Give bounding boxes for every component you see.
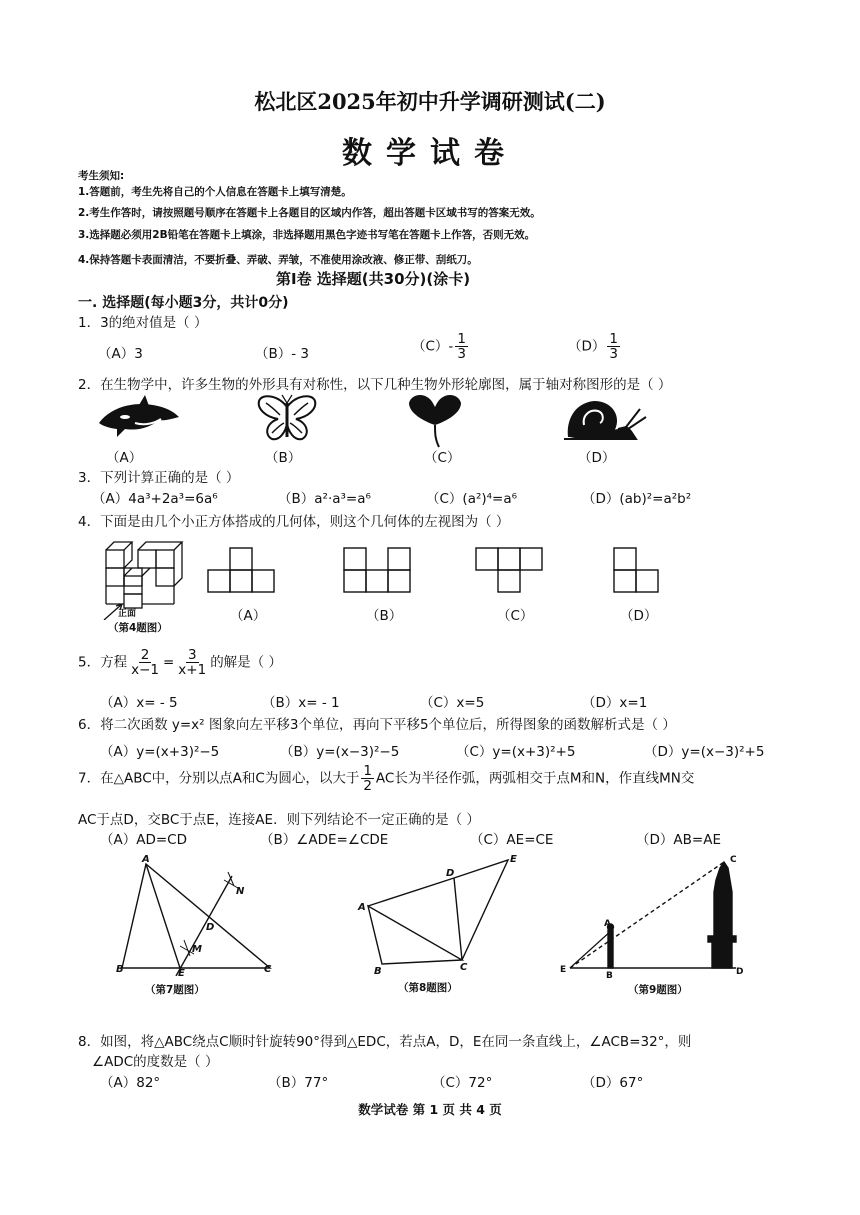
q4-label-b: （B） (366, 608, 403, 624)
view-option-a (206, 546, 278, 594)
notice-heading: 考生须知: (78, 170, 125, 182)
view-option-b (342, 546, 414, 594)
fig7-point-d: D (206, 922, 215, 933)
q8-option-b: （B）77° (268, 1075, 329, 1091)
q8-line-1: 8．如图，将△ABC绕点C顺时针旋转90°得到△EDC，若点A，D，E在同一条直线上，∠ACB=32°，则 (78, 1034, 692, 1050)
front-label: 正面 (118, 609, 137, 619)
q7-line-1: 7．在△ABC中，分别以点A和C为圆心，以大于 $\frac{1}{2}$ AC长为半径作弧，两弧相交于点M和N，作直线MN交 (78, 763, 695, 795)
q4-label-a: （A） (230, 608, 267, 624)
q6-option-d: （D）y=(x−3)²+5 (644, 744, 765, 760)
notice-item-4: 4.保持答题卡表面清洁，不要折叠、弄破、弄皱，不准使用涂改液、修正带、刮纸刀。 (78, 254, 478, 266)
q4-figure-caption: （第4题图） (108, 622, 168, 634)
q7-option-a: （A）AD=CD (100, 832, 187, 848)
q1-option-b: （B）- 3 (255, 346, 310, 362)
exam-title: 松北区2025年初中升学调研测试(二) (254, 89, 606, 114)
page-footer: 数学试卷 第 1 页 共 4 页 (358, 1102, 502, 1117)
fig8-point-d: D (446, 868, 455, 879)
fig8-point-b: B (374, 966, 382, 976)
figure-9 (560, 850, 750, 978)
q6-option-a: （A）y=(x+3)²−5 (100, 744, 220, 760)
q7-option-d: （D）AB=AE (636, 832, 721, 848)
q5-stem: 5．方程 $\frac{2}{x-1}$ = $\frac{3}{x+1}$ 的解是（ ） (78, 647, 282, 679)
fig7-point-c: C (264, 964, 272, 975)
view-option-c (474, 546, 546, 594)
ginkgo-leaf-image (405, 391, 465, 449)
figure-8 (354, 852, 524, 976)
q1-stem: 1．3的绝对值是（ ） (78, 315, 208, 331)
fig7-point-a: A (142, 854, 150, 865)
q8-option-c: （C）72° (432, 1075, 493, 1091)
q5-option-b: （B）x= - 1 (262, 695, 340, 711)
fig9-point-e: E (560, 965, 567, 975)
q5-option-c: （C）x=5 (420, 695, 485, 711)
q3-option-b: （B）a²·a³=a⁶ (278, 491, 371, 507)
fig7-point-e: E (178, 968, 185, 976)
figure-7 (108, 852, 288, 976)
q3-option-d: （D）(ab)²=a²b² (582, 491, 692, 507)
q7-option-c: （C）AE=CE (470, 832, 554, 848)
q2-stem: 2．在生物学中，许多生物的外形具有对称性，以下几种生物外形轮廓图，属于轴对称图形的是（ ） (78, 377, 672, 393)
fig8-point-a: A (358, 902, 366, 913)
fig7-point-b: B (116, 964, 124, 975)
fig9-caption: （第9题图） (628, 984, 688, 996)
q8-line-2: ∠ADC的度数是（ ） (92, 1054, 219, 1070)
q2-label-c: （C） (424, 450, 461, 466)
fig8-point-e: E (510, 854, 517, 865)
q6-option-c: （C）y=(x+3)²+5 (456, 744, 576, 760)
notice-item-1: 1.答题前，考生先将自己的个人信息在答题卡上填写清楚。 (78, 186, 352, 198)
part1-heading: 第Ⅰ卷 选择题(共30分)(涂卡) (276, 270, 471, 288)
q1-option-c: （C）- $\frac{1}{3}$ (412, 331, 466, 363)
exam-subtitle: 数学试卷 (342, 136, 518, 171)
q3-option-c: （C）(a²)⁴=a⁶ (426, 491, 518, 507)
q7-line-2: AC于点D，交BC于点E，连接AE．则下列结论不一定正确的是（ ） (78, 812, 480, 828)
notice-item-3: 3.选择题必须用2B铅笔在答题卡上填涂，非选择题用黑色字迹书写笔在答题卡上作答，否则无效。 (78, 229, 536, 241)
q7-option-b: （B）∠ADE=∠CDE (260, 832, 389, 848)
q1-option-d: （D） $\frac{1}{3}$ (568, 331, 618, 363)
q3-option-a: （A）4a³+2a³=6a⁶ (92, 491, 218, 507)
snail-image (560, 397, 648, 441)
fig9-point-d: D (736, 967, 744, 977)
butterfly-image (256, 393, 318, 445)
q6-option-b: （B）y=(x−3)²−5 (280, 744, 400, 760)
fig9-point-a: A (604, 919, 611, 929)
fig7-caption: （第7题图） (145, 984, 205, 996)
q6-stem: 6．将二次函数 y=x² 图象向左平移3个单位，再向下平移5个单位后，所得图象的函数解析式是（ ） (78, 717, 676, 733)
fig7-point-m: M (192, 944, 202, 955)
fig8-caption: （第8题图） (398, 982, 458, 994)
cube-solid-figure (98, 538, 186, 620)
q2-label-b: （B） (265, 450, 302, 466)
orca-image (95, 393, 183, 443)
q4-label-c: （C） (497, 608, 534, 624)
q2-label-a: （A） (106, 450, 143, 466)
fig7-point-n: N (236, 886, 245, 897)
q2-label-d: （D） (578, 450, 616, 466)
fig9-point-c: C (730, 855, 737, 865)
q5-option-a: （A）x= - 5 (100, 695, 178, 711)
section1-heading: 一. 选择题(每小题3分，共计0分) (78, 295, 289, 311)
notice-item-2: 2.考生作答时，请按照题号顺序在答题卡上各题目的区域内作答，超出答题卡区域书写的答案无效。 (78, 207, 541, 219)
q1-option-a: （A）3 (98, 346, 143, 362)
q8-option-d: （D）67° (582, 1075, 644, 1091)
fig9-point-b: B (606, 971, 613, 978)
fig8-point-c: C (460, 962, 468, 973)
q3-stem: 3．下列计算正确的是（ ） (78, 470, 240, 486)
view-option-d (612, 546, 662, 594)
q5-option-d: （D）x=1 (582, 695, 648, 711)
q8-option-a: （A）82° (100, 1075, 161, 1091)
q4-label-d: （D） (620, 608, 658, 624)
q4-stem: 4．下面是由几个小正方体搭成的几何体，则这个几何体的左视图为（ ） (78, 514, 510, 530)
